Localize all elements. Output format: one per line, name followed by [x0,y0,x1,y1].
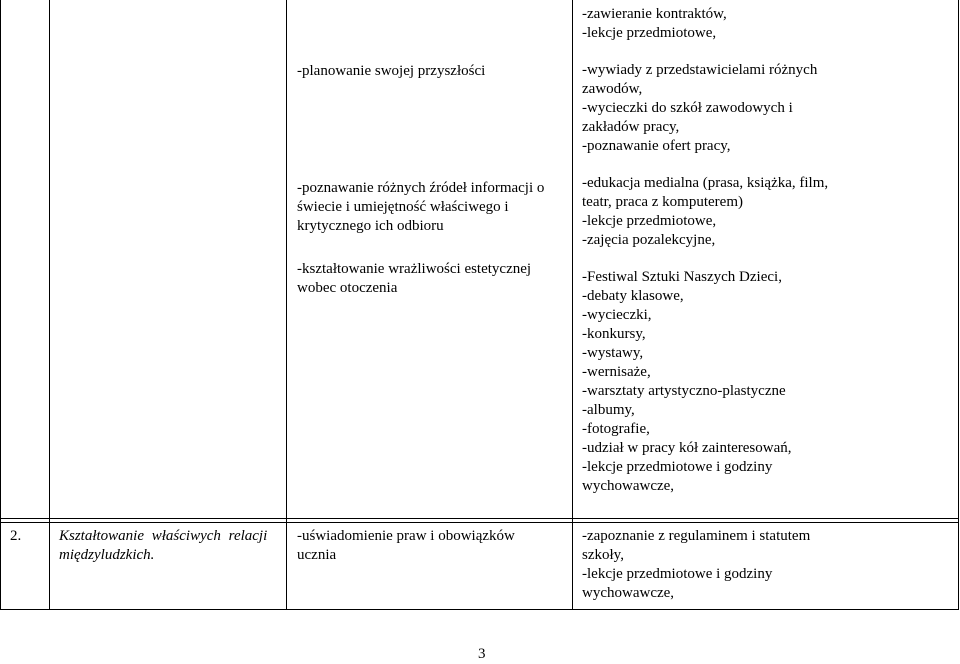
method-line: -konkursy, [582,326,646,342]
method-line: -fotografie, [582,421,650,437]
method-line: -wycieczki, [582,307,652,323]
method-line: -edukacja medialna (prasa, książka, film, [582,175,829,191]
method-line: -wernisaże, [582,364,651,380]
method-line: -zawieranie kontraktów, [582,6,727,22]
method-line: -debaty klasowe, [582,288,684,304]
goal-item: -kształtowanie wrażliwości estetycznej [297,261,532,277]
method-line: -lekcje przedmiotowe, [582,25,717,41]
goal-item: -poznawanie różnych źródeł informacji o [297,180,545,196]
goal-item: -planowanie swojej przyszłości [297,63,486,79]
method-line: -lekcje przedmiotowe i godziny [582,459,773,475]
method-line: -lekcje przedmiotowe, [582,213,717,229]
method-line: -wycieczki do szkół zawodowych i [582,100,793,116]
row-number: 2. [10,528,22,544]
method-line: -zajęcia pozalekcyjne, [582,232,716,248]
method-line: -wystawy, [582,345,644,361]
method-line: -poznawanie ofert pracy, [582,138,731,154]
method-line: -Festiwal Sztuki Naszych Dzieci, [582,269,782,285]
method-line: -udział w pracy kół zainteresowań, [582,440,792,456]
page-number: 3 [478,646,486,662]
goal-line: ucznia [297,547,337,563]
methods-column [582,5,952,496]
row-divider-inner [0,522,959,523]
table-border-bottom [0,609,959,610]
method-line: -lekcje przedmiotowe i godziny [582,566,773,582]
method-line: -albumy, [582,402,635,418]
goal-item: wobec otoczenia [297,280,398,296]
area-cell [59,527,279,565]
method-cell [582,527,952,603]
method-line: -zapoznanie z regulaminem i statutem [582,528,811,544]
method-line: -wywiady z przedstawicielami różnych [582,62,818,78]
method-line: zawodów, [582,81,643,97]
goal-cell [297,527,565,565]
method-line: zakładów pracy, [582,119,680,135]
goal-item: świecie i umiejętność właściwego i [297,199,509,215]
area-line: Kształtowanie właściwych relacji [59,528,268,544]
goals-column [297,62,565,298]
area-line: międzyludzkich. [59,547,155,563]
goal-line: -uświadomienie praw i obowiązków [297,528,515,544]
goal-item: krytycznego ich odbioru [297,218,444,234]
method-line: teatr, praca z komputerem) [582,194,743,210]
method-line: szkoły, [582,547,624,563]
method-line: wychowawcze, [582,585,675,601]
method-line: wychowawcze, [582,478,675,494]
method-line: -warsztaty artystyczno-plastyczne [582,383,786,399]
row-divider [0,518,959,519]
